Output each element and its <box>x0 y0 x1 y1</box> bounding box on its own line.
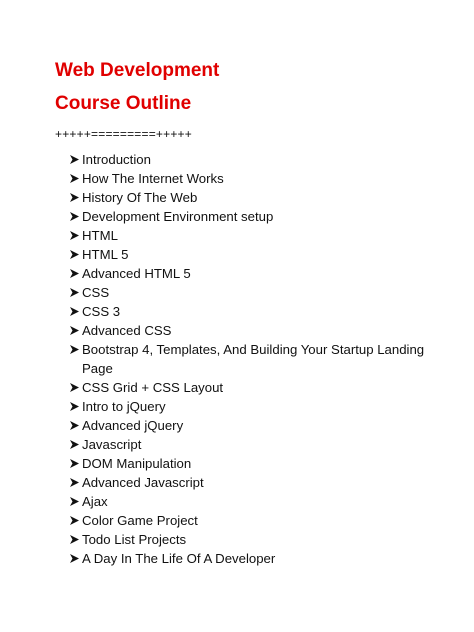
chevron-right-arrow-icon <box>68 549 82 568</box>
list-item <box>68 207 428 226</box>
list-item-label: Development Environment setup <box>82 209 274 224</box>
list-item-label: Todo List Projects <box>82 532 187 547</box>
list-item <box>68 340 428 378</box>
chevron-right-arrow-icon <box>68 397 82 416</box>
list-item <box>68 397 428 416</box>
chevron-right-arrow-icon <box>68 226 82 245</box>
list-item <box>68 169 428 188</box>
list-item <box>68 150 428 169</box>
list-item-label: Advanced jQuery <box>82 418 184 433</box>
chevron-right-arrow-icon <box>68 302 82 321</box>
list-item <box>68 378 428 397</box>
list-item-label: Advanced Javascript <box>82 475 204 490</box>
chevron-right-arrow-icon <box>68 150 82 169</box>
list-item-label: Advanced CSS <box>82 323 172 338</box>
page-subtitle: Course Outline <box>55 93 192 114</box>
list-item-label: Advanced HTML 5 <box>82 266 191 281</box>
chevron-right-arrow-icon <box>68 169 82 188</box>
chevron-right-arrow-icon <box>68 492 82 511</box>
list-item <box>68 188 428 207</box>
chevron-right-arrow-icon <box>68 530 82 549</box>
list-item-label: Bootstrap 4, Templates, And Building Your Startup Landing Page <box>82 342 425 376</box>
list-item-label: Color Game Project <box>82 513 198 528</box>
chevron-right-arrow-icon <box>68 245 82 264</box>
list-item <box>68 473 428 492</box>
chevron-right-arrow-icon <box>68 378 82 397</box>
course-outline-list <box>68 150 428 568</box>
list-item <box>68 245 428 264</box>
list-item <box>68 416 428 435</box>
page-title: Web Development <box>55 60 220 81</box>
chevron-right-arrow-icon <box>68 416 82 435</box>
list-item-label: Intro to jQuery <box>82 399 166 414</box>
list-item <box>68 511 428 530</box>
list-item-label: HTML <box>82 228 118 243</box>
list-item <box>68 492 428 511</box>
list-item-label: Javascript <box>82 437 142 452</box>
chevron-right-arrow-icon <box>68 454 82 473</box>
list-item <box>68 321 428 340</box>
list-item-label: Introduction <box>82 152 151 167</box>
chevron-right-arrow-icon <box>68 207 82 226</box>
chevron-right-arrow-icon <box>68 321 82 340</box>
chevron-right-arrow-icon <box>68 435 82 454</box>
list-item <box>68 530 428 549</box>
list-item-label: History Of The Web <box>82 190 198 205</box>
list-item-label: CSS 3 <box>82 304 121 319</box>
list-item-label: CSS <box>82 285 110 300</box>
section-divider: +++++=========+++++ <box>55 127 192 141</box>
list-item <box>68 435 428 454</box>
chevron-right-arrow-icon <box>68 511 82 530</box>
list-item <box>68 264 428 283</box>
list-item-label: How The Internet Works <box>82 171 224 186</box>
list-item <box>68 226 428 245</box>
list-item-label: HTML 5 <box>82 247 129 262</box>
chevron-right-arrow-icon <box>68 188 82 207</box>
list-item <box>68 283 428 302</box>
list-item <box>68 302 428 321</box>
chevron-right-arrow-icon <box>68 283 82 302</box>
chevron-right-arrow-icon <box>68 264 82 283</box>
list-item <box>68 454 428 473</box>
list-item-label: A Day In The Life Of A Developer <box>82 551 276 566</box>
list-item <box>68 549 428 568</box>
list-item-label: CSS Grid + CSS Layout <box>82 380 224 395</box>
chevron-right-arrow-icon <box>68 473 82 492</box>
list-item-label: DOM Manipulation <box>82 456 192 471</box>
chevron-right-arrow-icon <box>68 340 82 359</box>
list-item-label: Ajax <box>82 494 108 509</box>
